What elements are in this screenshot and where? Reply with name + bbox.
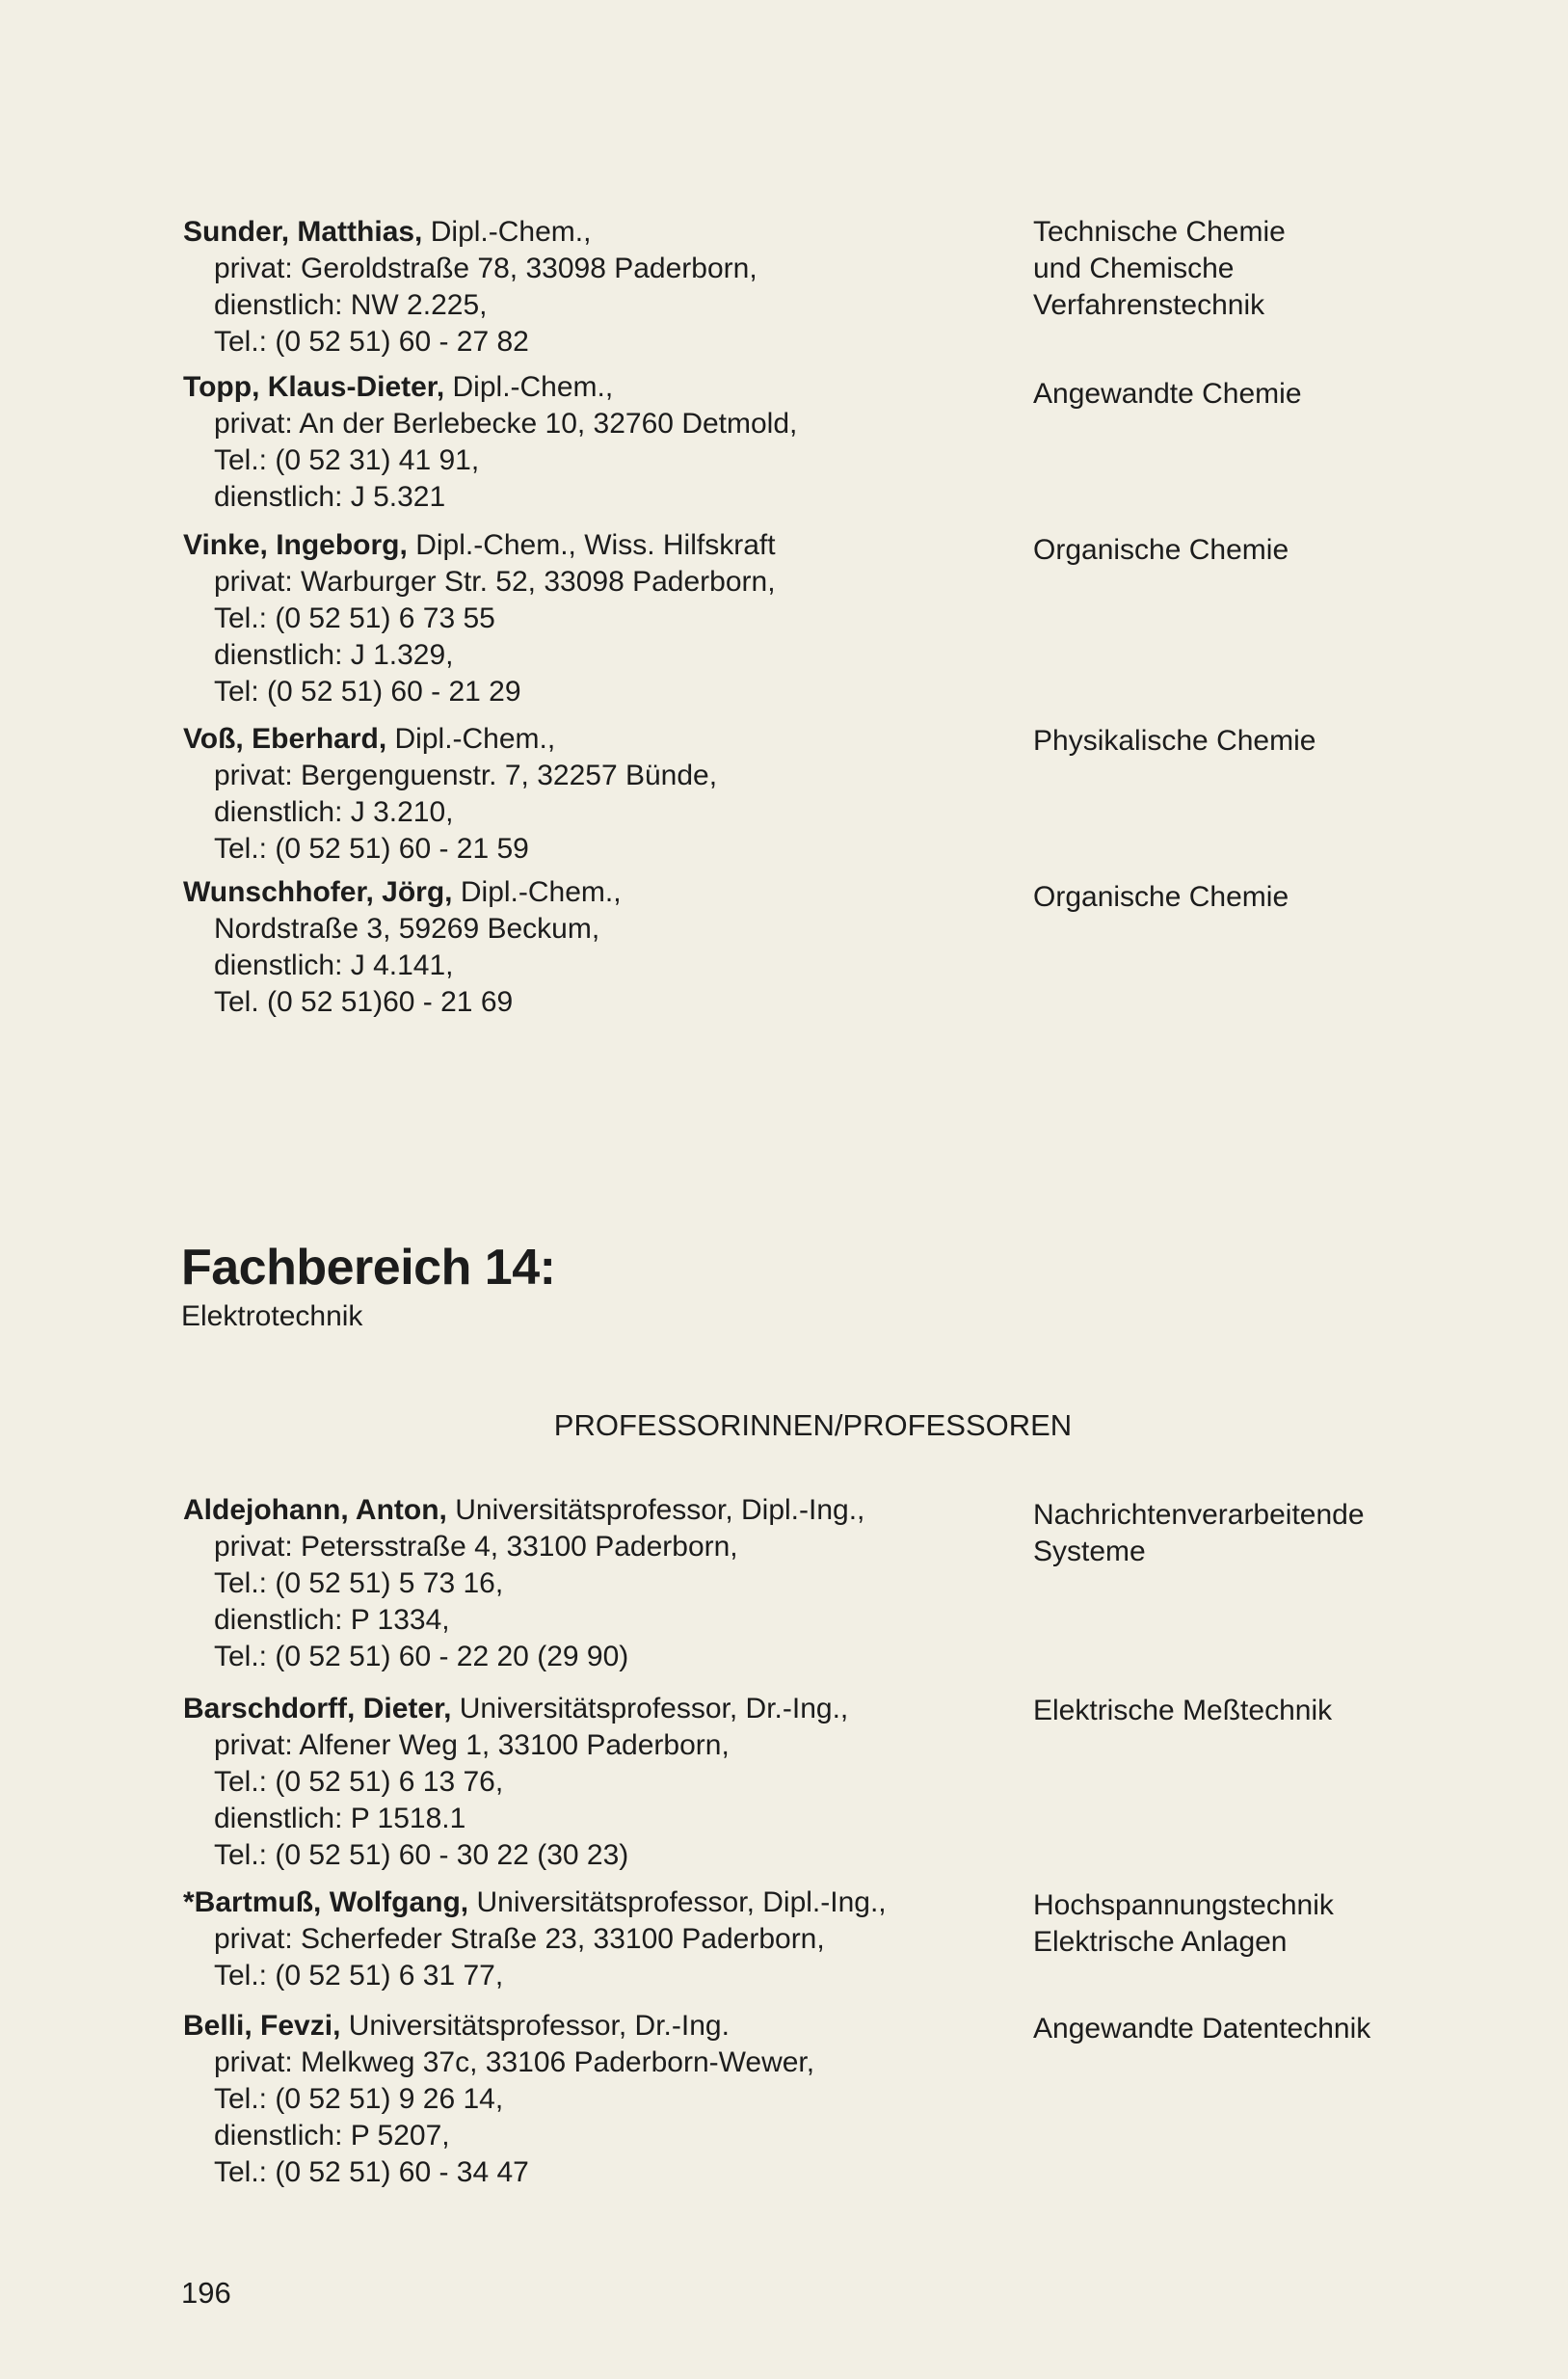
person-title: Universitätsprofessor, Dipl.-Ing., bbox=[455, 1494, 865, 1526]
staff-entry-wunschhofer bbox=[183, 874, 1012, 1021]
entry-header bbox=[183, 214, 1012, 251]
entry-header bbox=[183, 721, 1012, 758]
detail-line: Tel.: (0 52 51) 60 - 22 20 (29 90) bbox=[214, 1641, 629, 1672]
person-title: Dipl.-Chem., Wiss. Hilfskraft bbox=[415, 529, 776, 561]
detail-line: dienstlich: P 1334, bbox=[214, 1604, 450, 1636]
person-title: Universitätsprofessor, Dipl.-Ing., bbox=[476, 1886, 887, 1918]
detail-line: Tel. (0 52 51)60 - 21 69 bbox=[214, 986, 514, 1018]
detail-line: privat: Melkweg 37c, 33106 Paderborn-Wewer, bbox=[214, 2046, 815, 2078]
detail-line: Tel.: (0 52 31) 41 91, bbox=[214, 444, 480, 476]
person-title: Dipl.-Chem., bbox=[452, 371, 614, 403]
professor-entry-aldejohann bbox=[183, 1492, 1012, 1675]
person-title: Dipl.-Chem., bbox=[430, 216, 592, 248]
section-heading: PROFESSORINNEN/PROFESSOREN bbox=[553, 1408, 1073, 1442]
detail-line: dienstlich: J 3.210, bbox=[214, 796, 454, 828]
detail-line: privat: Alfener Weg 1, 33100 Paderborn, bbox=[214, 1729, 730, 1761]
department-bartmuss: Hochspannungstechnik Elektrische Anlagen bbox=[1033, 1889, 1334, 1958]
department-voss: Physikalische Chemie bbox=[1033, 725, 1316, 757]
staff-entry-vinke bbox=[183, 527, 1012, 710]
detail-line: privat: Bergenguenstr. 7, 32257 Bünde, bbox=[214, 760, 718, 791]
detail-line: privat: Geroldstraße 78, 33098 Paderborn, bbox=[214, 253, 757, 284]
entry-header bbox=[183, 369, 1012, 406]
person-name: Topp, Klaus-Dieter, bbox=[183, 371, 445, 403]
department-topp: Angewandte Chemie bbox=[1033, 378, 1302, 410]
person-name: *Bartmuß, Wolfgang, bbox=[183, 1886, 469, 1918]
detail-line: dienstlich: NW 2.225, bbox=[214, 289, 488, 321]
detail-line: privat: Warburger Str. 52, 33098 Paderborn, bbox=[214, 566, 776, 598]
entry-header bbox=[183, 1691, 1012, 1727]
person-name: Voß, Eberhard, bbox=[183, 723, 387, 755]
fachbereich-subtitle: Elektrotechnik bbox=[181, 1300, 363, 1332]
staff-entry-voss bbox=[183, 721, 1012, 868]
detail-line: Tel.: (0 52 51) 9 26 14, bbox=[214, 2083, 504, 2115]
person-name: Belli, Fevzi, bbox=[183, 2010, 341, 2042]
department-barschdorff: Elektrische Meßtechnik bbox=[1033, 1695, 1333, 1726]
person-name: Sunder, Matthias, bbox=[183, 216, 423, 248]
page-number: 196 bbox=[181, 2276, 231, 2310]
entry-header bbox=[183, 527, 1012, 564]
entry-header bbox=[183, 2008, 1012, 2045]
detail-line: Tel.: (0 52 51) 5 73 16, bbox=[214, 1567, 504, 1599]
detail-line: privat: Scherfeder Straße 23, 33100 Paderborn, bbox=[214, 1923, 825, 1955]
detail-line: dienstlich: J 5.321 bbox=[214, 481, 446, 513]
detail-line: Tel.: (0 52 51) 6 13 76, bbox=[214, 1766, 504, 1798]
detail-line: dienstlich: J 1.329, bbox=[214, 639, 454, 671]
detail-line: Tel.: (0 52 51) 60 - 21 59 bbox=[214, 833, 529, 865]
entry-header bbox=[183, 1492, 1012, 1529]
staff-entry-sunder bbox=[183, 214, 1012, 361]
detail-line: Tel.: (0 52 51) 60 - 30 22 (30 23) bbox=[214, 1839, 629, 1871]
person-title: Dipl.-Chem., bbox=[394, 723, 556, 755]
detail-line: Tel.: (0 52 51) 6 31 77, bbox=[214, 1960, 504, 1991]
person-name: Wunschhofer, Jörg, bbox=[183, 876, 453, 908]
person-title: Universitätsprofessor, Dr.-Ing., bbox=[459, 1693, 849, 1724]
professor-entry-barschdorff bbox=[183, 1691, 1012, 1874]
detail-line: Tel.: (0 52 51) 60 - 34 47 bbox=[214, 2156, 529, 2188]
detail-line: Tel.: (0 52 51) 6 73 55 bbox=[214, 602, 495, 634]
detail-line: dienstlich: J 4.141, bbox=[214, 949, 454, 981]
department-sunder: Technische Chemie und Chemische Verfahrenstechnik bbox=[1033, 216, 1286, 321]
fachbereich-title: Fachbereich 14: bbox=[181, 1240, 556, 1296]
entry-header bbox=[183, 874, 1012, 911]
department-vinke: Organische Chemie bbox=[1033, 534, 1289, 566]
entry-header bbox=[183, 1884, 1012, 1921]
professor-entry-bartmuss bbox=[183, 1884, 1012, 1994]
department-belli: Angewandte Datentechnik bbox=[1033, 2013, 1371, 2045]
department-wunschhofer: Organische Chemie bbox=[1033, 881, 1289, 913]
detail-line: Nordstraße 3, 59269 Beckum, bbox=[214, 913, 600, 945]
detail-line: Tel: (0 52 51) 60 - 21 29 bbox=[214, 676, 521, 708]
detail-line: privat: Petersstraße 4, 33100 Paderborn, bbox=[214, 1531, 738, 1563]
detail-line: dienstlich: P 1518.1 bbox=[214, 1803, 466, 1834]
detail-line: privat: An der Berlebecke 10, 32760 Detmold, bbox=[214, 408, 798, 440]
department-aldejohann: Nachrichtenverarbeitende Systeme bbox=[1033, 1499, 1365, 1567]
person-name: Barschdorff, Dieter, bbox=[183, 1693, 452, 1724]
detail-line: Tel.: (0 52 51) 60 - 27 82 bbox=[214, 326, 529, 358]
person-title: Universitätsprofessor, Dr.-Ing. bbox=[348, 2010, 730, 2042]
staff-entry-topp bbox=[183, 369, 1012, 516]
detail-line: dienstlich: P 5207, bbox=[214, 2120, 450, 2152]
professor-entry-belli bbox=[183, 2008, 1012, 2191]
person-title: Dipl.-Chem., bbox=[460, 876, 622, 908]
person-name: Aldejohann, Anton, bbox=[183, 1494, 447, 1526]
person-name: Vinke, Ingeborg, bbox=[183, 529, 408, 561]
